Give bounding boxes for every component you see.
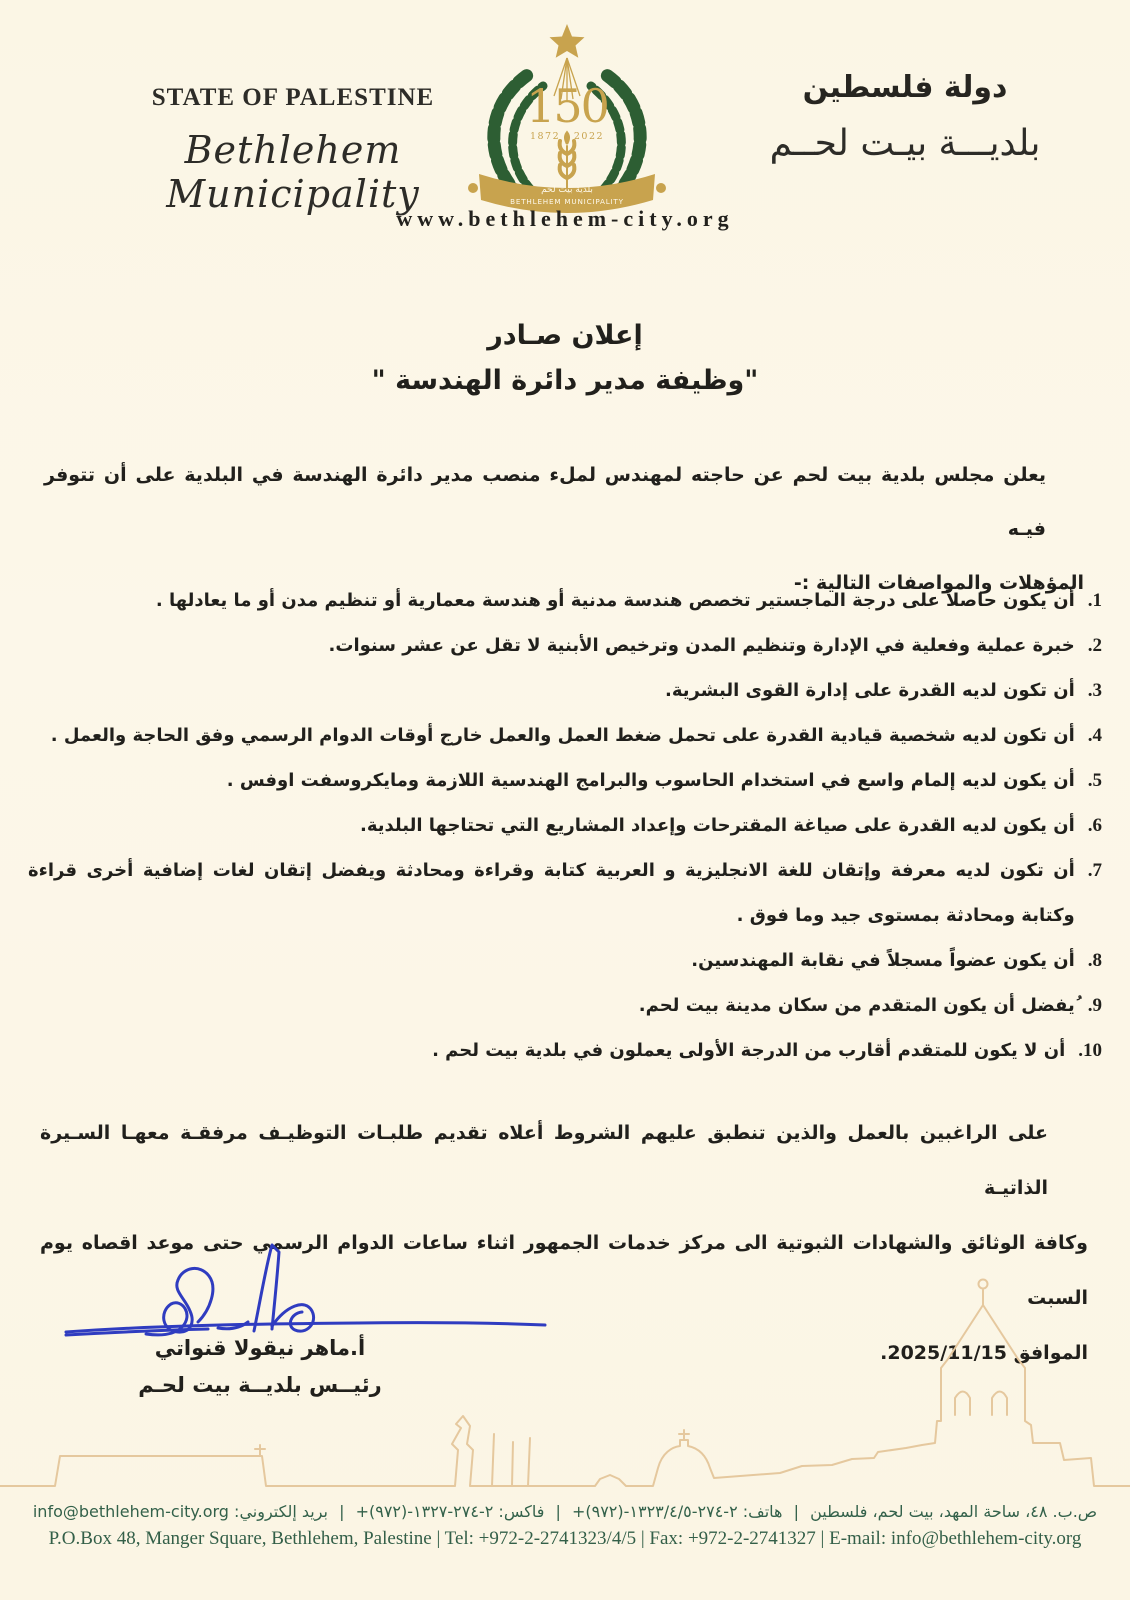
req-number: 9. [1087,995,1102,1016]
req-number: 7. [1087,860,1102,881]
intro-line-2: المؤهلات والمواصفات التالية :- [793,572,1084,594]
requirement-item [28,623,1102,668]
intro-line-1: يعلن مجلس بلدية بيت لحم عن حاجته لمهندس لملء منصب مدير دائرة الهندسة في البلدية على أن تتوفر فيـه [44,464,1046,540]
logo-emblem-icon [455,16,680,216]
req-text: أن يكون عضواً مسجلاً في نقابة المهندسين. [691,950,1075,971]
star-icon [550,24,585,58]
requirement-item [28,578,1102,623]
req-text: خبرة عملية وفعلية في الإدارة وتنظيم المدن وترخيص الأبنية لا تقل عن عشر سنوات. [328,635,1075,656]
signer-title: رئيــس بلديــة بيت لحـم [138,1373,382,1397]
header-right [730,70,1080,164]
banner-english-text: BETHLEHEM MUNICIPALITY [510,197,624,206]
banner-arabic-text: بلدية بيت لحم [541,185,593,195]
signer-name: أ.ماهر نيقولا قنواتي [154,1336,366,1360]
title-line-1: إعلان صـادر [487,320,643,351]
closing-line-3-deadline-date: الموافق 2025/11/15. [880,1342,1088,1364]
bethlehem-skyline-sketch-icon [0,1260,1130,1492]
req-number: 8. [1087,950,1102,971]
footer [0,1502,1130,1550]
requirement-item [28,758,1102,803]
footer-separator: | [793,1502,799,1521]
req-number: 1. [1087,590,1102,611]
closing-line-1: على الراغبين بالعمل والذين تنطبق عليهم الشروط أعلاه تقديم طلبـات التوظيـف مرفقـة معهـا السـيرة الذاتيـة [40,1122,1048,1199]
municipality-name-english: Bethlehem Municipality [166,128,420,216]
req-number: 4. [1087,725,1102,746]
header-left [78,84,508,216]
footer-email-ar: info@bethlehem-city.org [32,1502,229,1521]
req-number: 10. [1078,1040,1102,1061]
req-text: أن لا يكون للمتقدم أقارب من الدرجة الأولى يعملون في بلدية بيت لحم . [432,1040,1066,1061]
footer-email-label-ar: بريد إلكتروني: [234,1502,328,1521]
req-number: 3. [1087,680,1102,701]
closing-line-2: وكافة الوثائق والشهادات الثبوتية الى مركز خدمات الجمهور اثناء ساعات الدوام الرسمي حتى موعد اقصاه يوم السبت [40,1232,1088,1309]
requirement-item [28,848,1102,938]
requirement-item [28,713,1102,758]
req-text: أن يكون لديه إلمام واسع في استخدام الحاسوب والبرامج الهندسية اللازمة ومايكروسفت اوفس . [226,770,1075,791]
footer-tel-number-ar: +(٩٧٢)-٢-٢٧٤-١٣٢٣/٤/٥ [571,1502,738,1521]
municipality-name-arabic: بلديـــة بيـت لحــم [769,123,1041,164]
req-number: 2. [1087,635,1102,656]
footer-tel-label-ar: هاتف: [742,1502,783,1521]
req-text: ُيفضل أن يكون المتقدم من سكان مدينة بيت لحم. [638,995,1075,1016]
requirement-item [28,1028,1102,1073]
req-number: 6. [1087,815,1102,836]
req-text: أن تكون لديه القدرة على إدارة القوى البشرية. [664,680,1075,701]
banner-left-cap [468,183,478,193]
requirements-list [28,578,1102,1073]
requirement-item [28,668,1102,713]
banner-right-cap [656,183,666,193]
requirement-item [28,938,1102,983]
anniversary-years: 1872 - 2022 [529,131,605,142]
req-number: 5. [1087,770,1102,791]
footer-english-line: P.O.Box 48, Manger Square, Bethlehem, Palestine | Tel: +972-2-2741323/4/5 | Fax: +972-2-2741327 | E-mail: info@bethlehem-city.org [48,1528,1082,1549]
website-url: www.bethlehem-city.org [396,206,734,231]
municipality-logo [455,16,680,216]
req-text: أن يكون حاصلاً على درجة الماجستير تخصص هندسة مدنية أو هندسة معمارية أو تنظيم مدن أو ما يعادلها . [155,590,1075,611]
req-text: أن يكون لديه القدرة على صياغة المقترحات وإعداد المشاريع التي تحتاجها البلدية. [360,815,1075,836]
state-name-english: STATE OF PALESTINE [151,84,435,111]
state-name-arabic: دولة فلسطين [802,70,1008,105]
footer-fax-number-ar: +(٩٧٢)-٢-٢٧٤-١٣٢٧ [355,1502,494,1521]
footer-fax-label-ar: فاكس: [498,1502,545,1521]
requirement-item [28,983,1102,1028]
requirement-item [28,803,1102,848]
footer-address-ar: ص.ب. ٤٨، ساحة المهد، بيت لحم، فلسطين [810,1502,1098,1521]
footer-separator: | [339,1502,345,1521]
anniversary-number: 150 [526,79,608,133]
announcement-title [0,320,1130,396]
footer-arabic-line [0,1502,1130,1521]
footer-separator: | [555,1502,561,1521]
req-text: أن تكون لديه شخصية قيادية القدرة على تحمل ضغط العمل والعمل خارج أوقات الدوام الرسمي وفق الحاجة والعمل . [50,725,1075,746]
req-text: أن تكون لديه معرفة وإتقان للغة الانجليزية و العربية كتابة وقراءة ومحادثة ويفضل إتقان لغات إضافية أخرى قراءة وكتابة ومحادثة بمستوى جيد وما فوق . [28,860,1075,926]
title-line-2: "وظيفة مدير دائرة الهندسة " [371,365,759,396]
